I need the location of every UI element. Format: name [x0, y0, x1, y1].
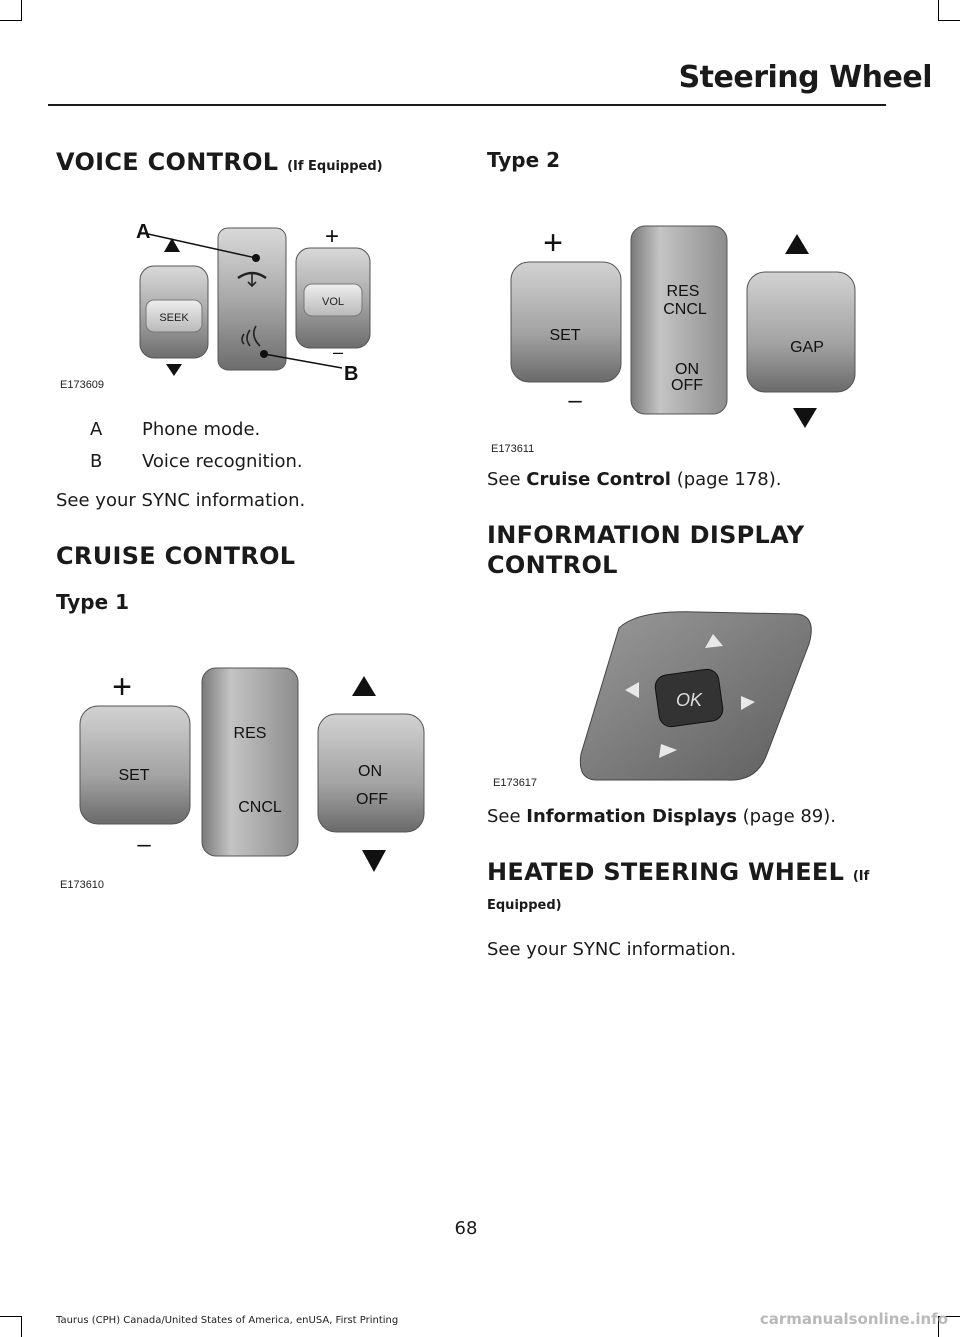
- cruise-type2-figure: [487, 216, 867, 456]
- cncl-label: CNCL: [663, 301, 707, 318]
- minus-sign: –: [332, 342, 344, 362]
- legend-key: A: [90, 419, 103, 440]
- heated-wheel-heading-note: (If: [852, 869, 870, 884]
- off-label: OFF: [356, 791, 388, 808]
- on-label: ON: [358, 763, 382, 780]
- see-suffix: (page 89).: [736, 806, 837, 827]
- cruise-see-reference: [487, 469, 782, 490]
- crop-mark: [21, 1316, 22, 1337]
- sync-note: See your SYNC information.: [487, 939, 737, 960]
- footer-info: Taurus (CPH) Canada/United States of America, enUSA, First Printing: [56, 1315, 399, 1326]
- arrow-up-icon: [785, 234, 809, 254]
- heated-wheel-heading-note-cont: Equipped): [487, 898, 562, 913]
- voice-control-heading: [56, 148, 383, 176]
- arrow-down-icon: [166, 364, 182, 376]
- voice-control-heading-text: VOICE CONTROL: [56, 148, 279, 176]
- crop-mark: [0, 20, 22, 21]
- callout-a: A: [136, 221, 151, 243]
- plus-sign: +: [324, 223, 340, 250]
- watermark: carmanualsonline.info: [759, 1310, 948, 1328]
- plus-sign: +: [112, 668, 132, 706]
- see-suffix: (page 178).: [670, 469, 782, 490]
- off-label: OFF: [671, 377, 703, 394]
- crop-mark: [938, 20, 960, 21]
- heated-wheel-heading-text: HEATED STEERING WHEEL: [487, 858, 845, 886]
- page-number: 68: [454, 1218, 478, 1239]
- legend-text: Voice recognition.: [142, 451, 303, 472]
- minus-sign: –: [137, 831, 151, 858]
- crop-mark: [938, 0, 939, 20]
- info-display-see-reference: [487, 806, 836, 827]
- cruise-control-link[interactable]: Cruise Control: [526, 469, 671, 490]
- set-label: SET: [549, 327, 581, 344]
- set-label: SET: [118, 767, 150, 784]
- heading-line: CONTROL: [487, 551, 618, 579]
- minus-sign: –: [568, 387, 582, 414]
- heated-wheel-heading: [487, 858, 869, 886]
- cruise-type1-figure: [56, 656, 436, 896]
- res-label: RES: [233, 725, 267, 742]
- information-displays-link[interactable]: Information Displays: [526, 806, 737, 827]
- cruise-control-heading: CRUISE CONTROL: [56, 542, 296, 570]
- information-display-figure: [487, 604, 827, 790]
- plus-sign: +: [543, 224, 563, 262]
- header-rule: [48, 104, 886, 106]
- type2-heading: Type 2: [487, 148, 561, 172]
- ok-label: OK: [675, 690, 703, 710]
- gap-label: GAP: [790, 339, 824, 356]
- type1-heading: Type 1: [56, 590, 130, 614]
- heading-line: INFORMATION DISPLAY: [487, 521, 805, 549]
- voice-control-figure: [56, 208, 416, 398]
- arrow-down-icon: [793, 408, 817, 428]
- cncl-label: CNCL: [238, 799, 282, 816]
- information-display-heading: [487, 520, 804, 580]
- seek-label: SEEK: [159, 312, 189, 324]
- legend-text: Phone mode.: [142, 419, 261, 440]
- crop-mark: [21, 0, 22, 20]
- see-prefix: See: [487, 469, 527, 490]
- crop-mark: [0, 1316, 22, 1317]
- legend-key: B: [90, 451, 103, 472]
- figure-code: E173610: [60, 879, 105, 891]
- voice-control-heading-note: (If Equipped): [287, 159, 383, 174]
- figure-code: E173611: [491, 443, 535, 455]
- figure-code: E173609: [60, 379, 105, 391]
- res-label: RES: [666, 283, 700, 300]
- page-title: Steering Wheel: [678, 60, 932, 95]
- on-label: ON: [675, 361, 699, 378]
- arrow-up-icon: [352, 676, 376, 696]
- figure-code: E173617: [493, 777, 538, 789]
- callout-b: B: [344, 363, 359, 385]
- arrow-down-icon: [362, 850, 386, 872]
- see-prefix: See: [487, 806, 527, 827]
- sync-note: See your SYNC information.: [56, 490, 306, 511]
- vol-label: VOL: [321, 296, 345, 308]
